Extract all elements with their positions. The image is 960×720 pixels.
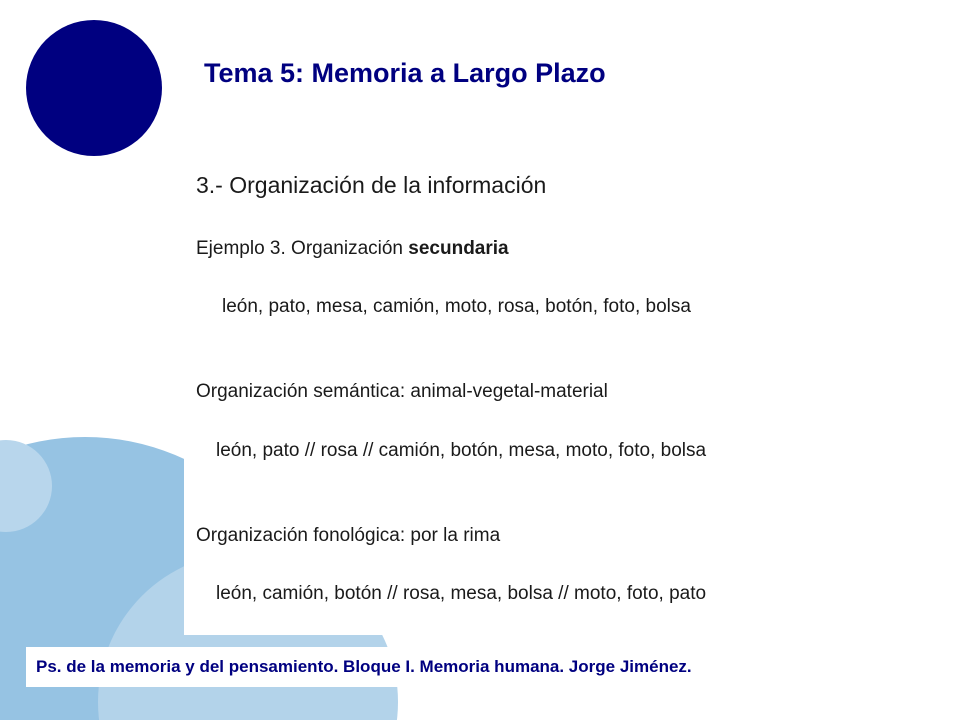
example-line (196, 238, 509, 260)
semantic-label: Organización semántica: animal-vegetal-material (196, 381, 608, 402)
section-heading: 3.- Organización de la información (196, 172, 547, 198)
phonological-label: Organización fonológica: por la rima (196, 525, 501, 546)
footer-bar (26, 647, 870, 687)
phonological-word-list: león, camión, botón // rosa, mesa, bolsa // moto, foto, pato (216, 583, 707, 604)
example-prefix: Ejemplo 3. Organización (196, 238, 409, 259)
example-emphasis: secundaria (408, 238, 509, 259)
navy-circle-decoration (26, 20, 162, 156)
example-word-list: león, pato, mesa, camión, moto, rosa, botón, foto, bolsa (222, 296, 691, 317)
semantic-word-list: león, pato // rosa // camión, botón, mesa, moto, foto, bolsa (216, 440, 707, 461)
slide-title: Tema 5: Memoria a Largo Plazo (204, 58, 606, 88)
footer-text: Ps. de la memoria y del pensamiento. Bloque I. Memoria humana. Jorge Jiménez. (36, 657, 692, 676)
